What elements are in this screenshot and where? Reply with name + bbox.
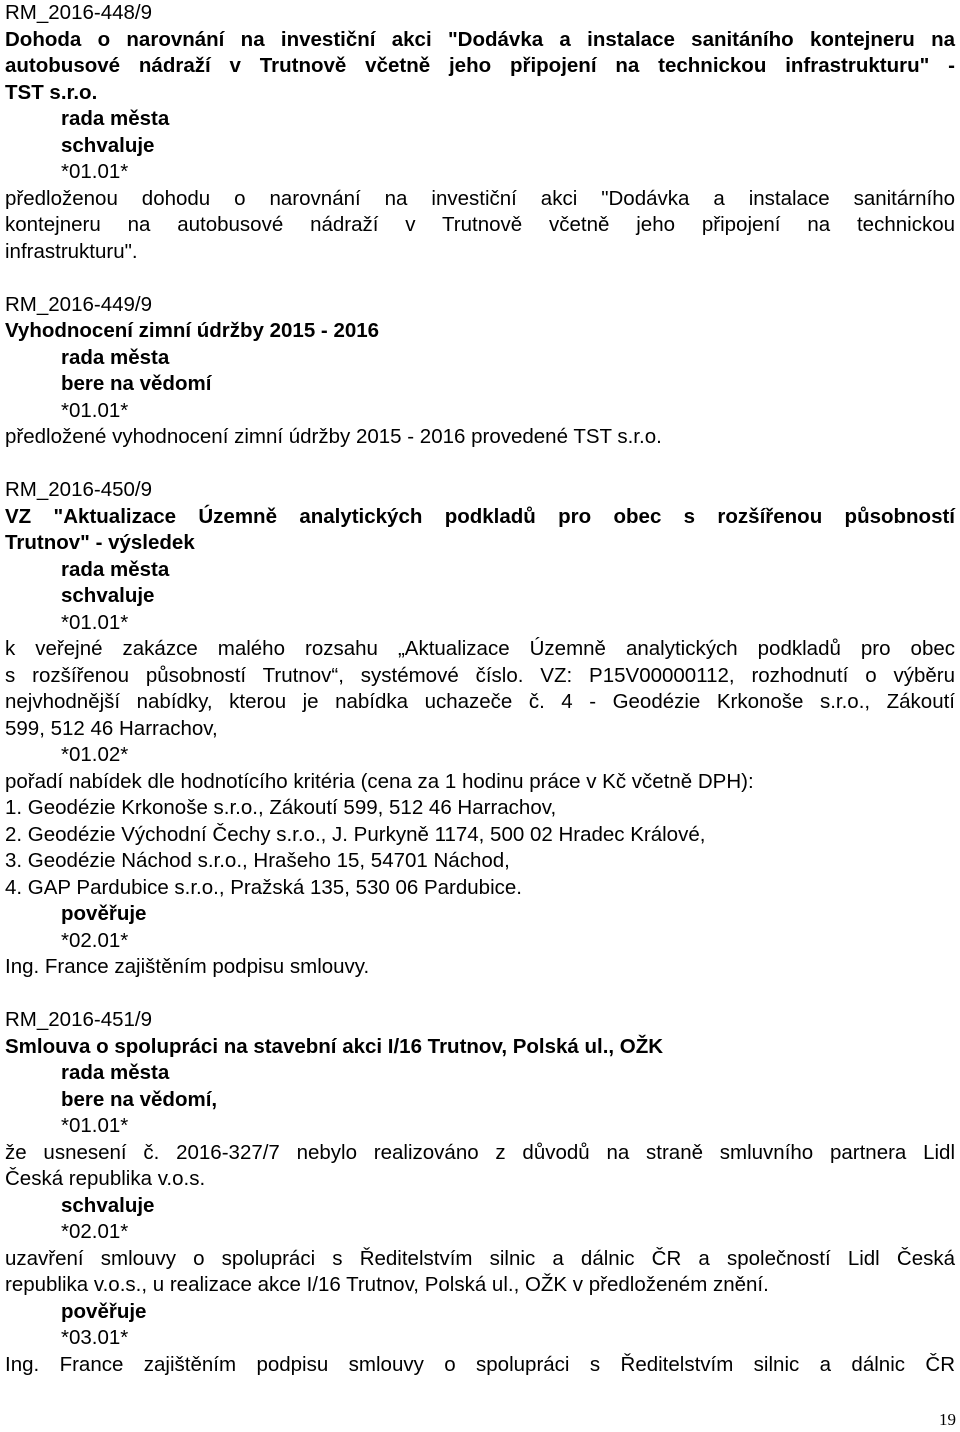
point-text-line: Česká republika v.o.s. xyxy=(5,1167,206,1190)
council-label: rada města xyxy=(61,1061,170,1084)
resolutions-document xyxy=(5,0,955,1378)
resolution-449 xyxy=(5,292,955,451)
point-code: *02.01* xyxy=(61,1220,129,1243)
resolution-id: RM_2016-449/9 xyxy=(5,292,153,316)
verb-label: pověřuje xyxy=(61,902,147,925)
resolution-id: RM_2016-451/9 xyxy=(5,1008,153,1031)
spacer xyxy=(5,451,955,478)
bid-list-item: 3. Geodézie Náchod s.r.o., Hrašeho 15, 54701 Náchod, xyxy=(5,849,510,872)
resolution-title-line: VZ "Aktualizace Územně analytických podkladů pro obec s rozšířenou působností xyxy=(5,504,955,528)
bid-list-item: 2. Geodézie Východní Čechy s.r.o., J. Purkyně 1174, 500 02 Hradec Králové, xyxy=(5,822,706,846)
spacer xyxy=(5,265,955,292)
council-label: rada města xyxy=(61,345,170,369)
point-text-line: Ing. France zajištěním podpisu smlouvy o spolupráci s Ředitelstvím silnic a dálnic ČR xyxy=(5,1352,955,1376)
point-text-line: předloženou dohodu o narovnání na investiční akci "Dodávka a instalace sanitárního xyxy=(5,186,955,210)
point-text-line: předložené vyhodnocení zimní údržby 2015 - 2016 provedené TST s.r.o. xyxy=(5,425,662,448)
point-code: *03.01* xyxy=(61,1326,129,1349)
resolution-id: RM_2016-450/9 xyxy=(5,478,153,501)
point-text-line: že usnesení č. 2016-327/7 nebylo realizováno z důvodů na straně smluvního partnera Lidl xyxy=(5,1140,955,1164)
resolution-451 xyxy=(5,1007,955,1378)
point-code: *02.01* xyxy=(61,928,129,952)
page-number: 19 xyxy=(939,1410,956,1429)
verb-label: schvaluje xyxy=(61,584,155,607)
bid-list-item: 1. Geodézie Krkonoše s.r.o., Zákoutí 599, 512 46 Harrachov, xyxy=(5,796,557,819)
verb-label: schvaluje xyxy=(61,1193,155,1217)
council-label: rada města xyxy=(61,107,170,130)
point-text-line: republika v.o.s., u realizace akce I/16 Trutnov, Polská ul., OŽK v předloženém znění. xyxy=(5,1273,769,1296)
point-text-line: s rozšířenou působností Trutnov“, systémové číslo. VZ: P15V00000112, rozhodnutí o výběru xyxy=(5,663,955,687)
point-text-line: k veřejné zakázce malého rozsahu „Aktualizace Územně analytických podkladů pro obec xyxy=(5,637,955,660)
resolution-title: Smlouva o spolupráci na stavební akci I/16 Trutnov, Polská ul., OŽK xyxy=(5,1034,664,1058)
verb-label: pověřuje xyxy=(61,1299,147,1323)
resolution-title-line: TST s.r.o. xyxy=(5,80,98,104)
point-code: *01.01* xyxy=(61,1114,129,1137)
resolution-448 xyxy=(5,0,955,265)
resolution-title-line: Trutnov" - výsledek xyxy=(5,531,195,554)
verb-label: bere na vědomí, xyxy=(61,1087,218,1111)
bid-list-item: 4. GAP Pardubice s.r.o., Pražská 135, 530 06 Pardubice. xyxy=(5,875,522,899)
point-text-line: uzavření smlouvy o spolupráci s Ředitelstvím silnic a dálnic ČR a společností Lidl Česká xyxy=(5,1246,955,1270)
point-code: *01.01* xyxy=(61,610,129,634)
resolution-title-line: Dohoda o narovnání na investiční akci "Dodávka a instalace sanitáního kontejneru na xyxy=(5,27,955,51)
resolution-id: RM_2016-448/9 xyxy=(5,1,153,24)
point-code: *01.02* xyxy=(61,743,129,766)
point-text-line: Ing. France zajištěním podpisu smlouvy. xyxy=(5,955,370,978)
point-text-line: nejvhodnější nabídky, kterou je nabídka uchazeče č. 4 - Geodézie Krkonoše s.r.o., Zákoutí xyxy=(5,690,955,713)
resolution-title: Vyhodnocení zimní údržby 2015 - 2016 xyxy=(5,319,380,342)
point-text-line: 599, 512 46 Harrachov, xyxy=(5,716,218,740)
resolution-title-line: autobusové nádraží v Trutnově včetně jeho připojení na technickou infrastrukturu" - xyxy=(5,54,955,77)
point-code: *01.01* xyxy=(61,398,129,422)
verb-label: bere na vědomí xyxy=(61,372,212,395)
point-text-line: pořadí nabídek dle hodnotícího kritéria (cena za 1 hodinu práce v Kč včetně DPH): xyxy=(5,769,754,793)
point-text-line: infrastrukturu". xyxy=(5,239,138,263)
point-code: *01.01* xyxy=(61,160,129,183)
point-text-line: kontejneru na autobusové nádraží v Trutnově včetně jeho připojení na technickou xyxy=(5,213,955,236)
council-label: rada města xyxy=(61,557,170,581)
spacer xyxy=(5,981,955,1008)
resolution-450 xyxy=(5,477,955,981)
verb-label: schvaluje xyxy=(61,133,155,157)
